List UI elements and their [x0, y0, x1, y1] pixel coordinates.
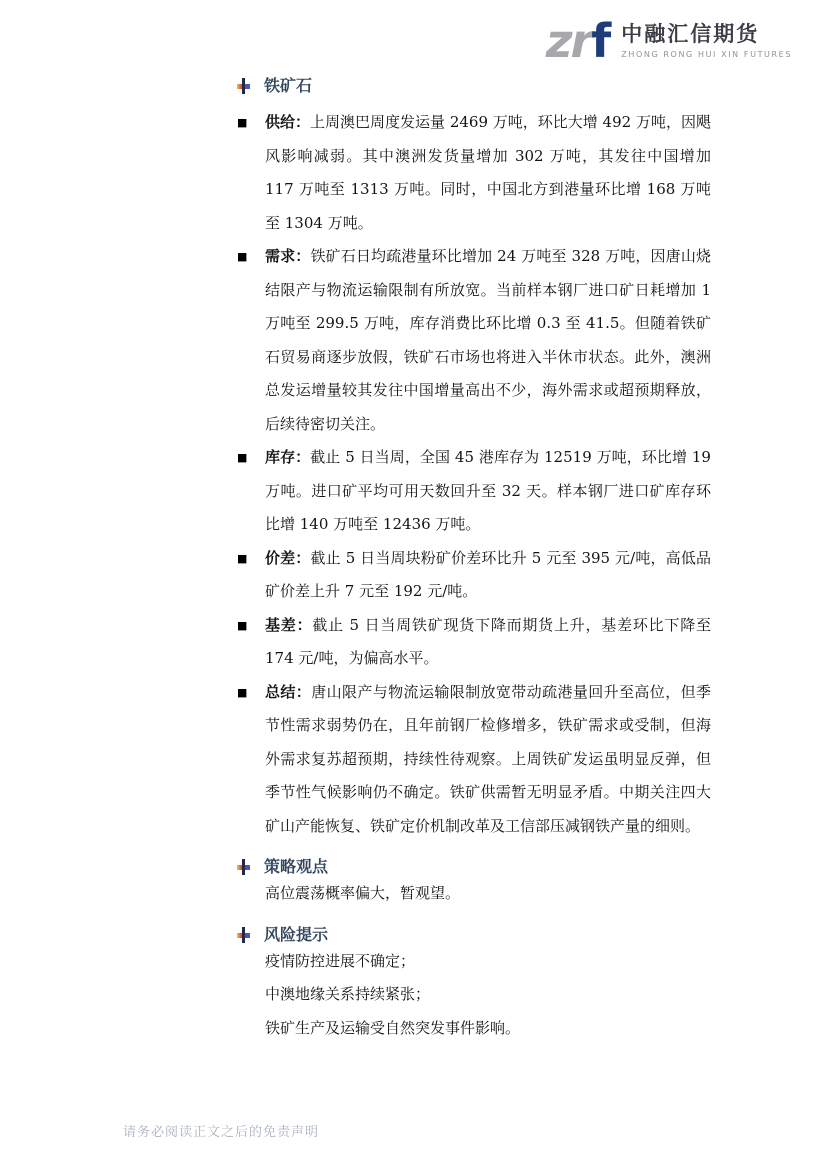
bullet-demand [237, 240, 711, 441]
logo-f: f [591, 14, 610, 68]
bullet-text: 铁矿石日均疏港量环比增加 24 万吨至 328 万吨，因唐山烧结限产与物流运输限制有所放宽。当前样本钢厂进口矿日耗增加 1 万吨至 299.5 万吨，库存消费比环比增 0.3 至 41.5。但随着铁矿石贸易商逐步放假，铁矿石市场也将进入半休市状态。此外，澳洲总发运增量较其发往中国增量高出不少，海外需求或超预期释放，后续待密切关注。 [265, 247, 711, 433]
bullet-basis [237, 609, 711, 676]
risk-row [237, 1012, 711, 1046]
bullet-label: 库存： [265, 448, 311, 466]
section-bullet-icon [237, 78, 250, 94]
risk-row [237, 945, 711, 979]
logo-brand-text [621, 23, 792, 58]
square-bullet-icon: ■ [237, 551, 248, 565]
section-heading-iron-ore [237, 76, 711, 96]
bullet-inventory [237, 441, 711, 542]
section-heading-strategy [237, 857, 711, 877]
bullet-text: 截止 5 日当周，全国 45 港库存为 12519 万吨，环比增 19 万吨。进口矿平均可用天数回升至 32 天。样本钢厂进口矿库存环比增 140 万吨至 12436 万吨。 [265, 448, 711, 533]
company-name-cn: 中融汇信期货 [621, 22, 760, 47]
bullet-paragraph [265, 542, 711, 609]
strategy-row [237, 877, 711, 911]
logo-zr: zr [545, 14, 592, 68]
bullet-paragraph [265, 676, 711, 844]
company-logo [545, 14, 792, 68]
logo-wordmark [545, 14, 610, 68]
risk-row [237, 978, 711, 1012]
risk-line: 中澳地缘关系持续紧张； [265, 985, 431, 1003]
risk-line: 疫情防控进展不确定； [265, 951, 416, 970]
report-body [237, 76, 711, 1045]
bullet-text: 截止 5 日当周块粉矿价差环比升 5 元至 395 元/吨，高低品矿价差上升 7 元至 192 元/吨。 [265, 548, 711, 600]
section-title: 风险提示 [264, 924, 329, 944]
square-bullet-icon: ■ [237, 116, 248, 129]
bullet-summary [237, 676, 711, 844]
footer-disclaimer: 请务必阅读正文之后的免责声明 [123, 1125, 320, 1140]
bullet-price-spread [237, 542, 711, 609]
section-heading-risk [237, 925, 711, 945]
bullet-label: 供给： [265, 113, 311, 131]
section-title: 策略观点 [264, 857, 329, 876]
bullet-label: 需求： [265, 247, 311, 265]
bullet-paragraph [265, 240, 711, 441]
square-bullet-icon: ■ [237, 618, 248, 632]
bullet-label: 价差： [265, 548, 311, 567]
square-bullet-icon: ■ [237, 451, 248, 464]
bullet-text: 唐山限产与物流运输限制放宽带动疏港量回升至高位，但季节性需求弱势仍在，且年前钢厂检修增多，铁矿需求或受制，但海外需求复苏超预期，持续性待观察。上周铁矿发运虽明显反弹，但季节性气候影响仍不确定。铁矿供需暂无明显矛盾。中期关注四大矿山产能恢复、铁矿定价机制改革及工信部压减钢铁产量的细则。 [265, 682, 711, 835]
square-bullet-icon: ■ [237, 250, 248, 263]
square-bullet-icon: ■ [237, 685, 248, 699]
bullet-paragraph [265, 609, 711, 676]
section-title: 铁矿石 [264, 76, 313, 95]
bullet-text: 上周澳巴周度发运量 2469 万吨，环比大增 492 万吨，因飓风影响减弱。其中澳洲发货量增加 302 万吨，其发往中国增加 117 万吨至 1313 万吨。同时，中国北方到港量环比增 168 万吨至 1304 万吨。 [265, 113, 711, 232]
strategy-text: 高位震荡概率偏大，暂观望。 [265, 884, 461, 902]
bullet-paragraph [265, 106, 711, 240]
risk-line: 铁矿生产及运输受自然突发事件影响。 [265, 1018, 521, 1037]
bullet-supply [237, 106, 711, 240]
bullet-paragraph [265, 441, 711, 542]
bullet-label: 总结： [265, 682, 312, 701]
section-bullet-icon [237, 859, 250, 875]
bullet-text: 截止 5 日当周铁矿现货下降而期货上升，基差环比下降至 174 元/吨，为偏高水平。 [265, 615, 711, 667]
company-name-en: ZHONG RONG HUI XIN FUTURES [621, 49, 792, 59]
bullet-label: 基差： [265, 615, 313, 634]
section-bullet-icon [237, 927, 250, 943]
